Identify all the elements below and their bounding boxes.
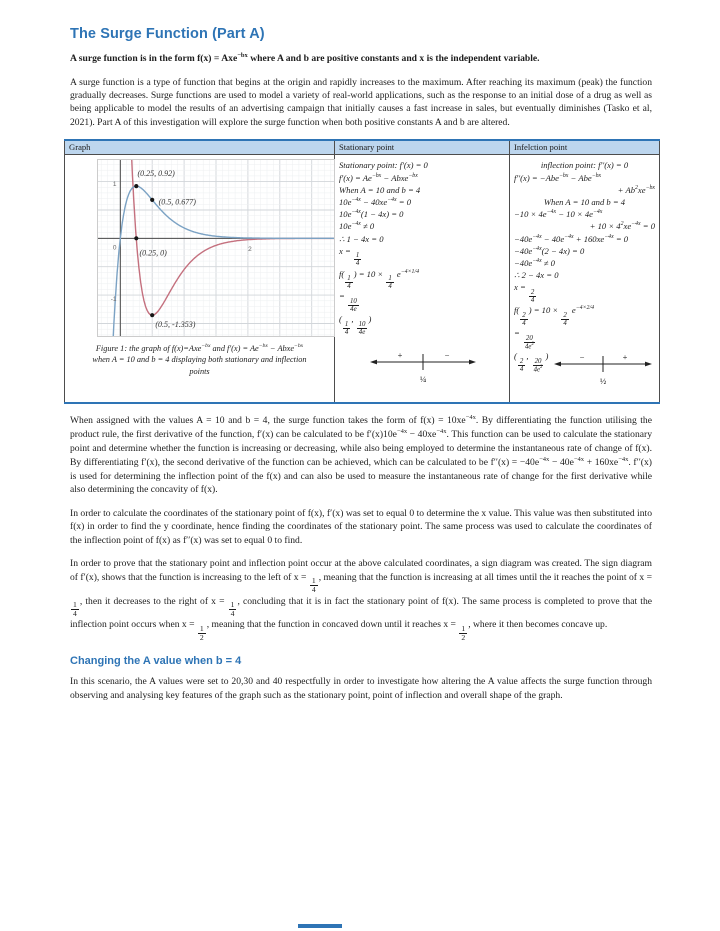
math-line: $10e^{-4x} \ne 0$ bbox=[339, 221, 375, 232]
math-line: $10e^{-4x} - 40xe^{-4x} = 0$ bbox=[339, 196, 412, 207]
marked-point bbox=[150, 198, 154, 202]
sign-tick-label: ½ bbox=[599, 376, 607, 387]
stationary-sign-diagram bbox=[367, 349, 479, 387]
math-line: f′′(x) = −Abe$^{-bx}$ − Abe$^{-bx}$ bbox=[514, 172, 602, 183]
graph-cell bbox=[65, 155, 335, 403]
math-line: Stationary point: f′(x) = 0 bbox=[339, 160, 428, 171]
math-line: $-40e^{-4x}(2 - 4x) = 0$ bbox=[514, 245, 585, 256]
math-line: ( $\frac{2}{4}$ , $\frac{20}{4e^2}$ ) bbox=[514, 351, 549, 374]
sign-left: + bbox=[397, 350, 403, 361]
col-header-graph: Graph bbox=[65, 140, 335, 155]
math-line: f( $\frac{2}{4}$ ) = 10 × $\frac{2}{4}$ $e^{-4\times 2/4}$ bbox=[514, 305, 594, 327]
math-line: $-40e^{-4x} \ne 0$ bbox=[514, 257, 555, 268]
arrow-left-icon bbox=[370, 360, 377, 365]
sign-right: − bbox=[444, 350, 450, 361]
arrow-right-icon bbox=[645, 362, 652, 367]
table-header-row bbox=[65, 140, 660, 155]
table-body-row bbox=[65, 155, 660, 403]
figure-graph bbox=[97, 159, 335, 337]
arrow-left-icon bbox=[554, 362, 561, 367]
stationary-working bbox=[339, 159, 505, 336]
paragraph-working: When assigned with the values A = 10 and b = 4, the surge function takes the form of $f(x) = 10xe^{-4x}$. By differentiating the function utilising the product rule, the first derivative of the function, f′(x) can be calculated to be $f'(x)10e^{-4x} - 40xe^{-4x}$. This function can be used to calculate the stationary point and determine whether the function is increasing or decreasing, while also being employed to determine the instantaneous rate of change of f(x). By differentiating f′(x), the second derivative of the function can be achieved, which can be calculated to be $f''(x) = -40e^{-4x} - 40e^{-4x} + 160xe^{-4x}$. f′′(x) is used for determining the inflection point of the f(x) and can also be used to measure the instantaneous rate of change for the first derivative while also determining the concavity of f(x). bbox=[70, 413, 653, 496]
col-header-stationary: Stationary point bbox=[335, 140, 510, 155]
point-label: (0.5, -1.353) bbox=[155, 320, 196, 330]
point-label: (0.25, 0.92) bbox=[137, 169, 175, 179]
inflection-working bbox=[514, 159, 655, 373]
paragraph-coordinates: In order to calculate the coordinates of the stationary point of f(x), f′(x) was set to equal 0 to determine the x value. This value was then substituted into f(x) in order to find the y coordinate, hence finding the coordinates of the stationary point. The same process was used to calculate the coordinates of the inflection point of f(x) as f′′(x) was set to equal 0 to find. bbox=[70, 507, 652, 546]
marked-point bbox=[134, 236, 138, 240]
axis-tick-label: 0 bbox=[112, 244, 117, 252]
axis-tick-label: 2 bbox=[248, 246, 252, 254]
stationary-cell bbox=[335, 155, 510, 403]
inflection-cell bbox=[510, 155, 660, 403]
point-label: (0.5, 0.677) bbox=[158, 197, 196, 207]
paragraph-scenario: In this scenario, the A values were set to 20,30 and 40 respectfully in order to investigate how altering the A value affects the surge function through observing and analysing key features of the graph such as the stationary point, point of inflection and overall shape of the graph. bbox=[70, 676, 652, 701]
sign-diagram-svg bbox=[551, 351, 655, 387]
sign-tick-label: ¼ bbox=[419, 374, 427, 385]
math-line: ∴ 1 − 4x = 0 bbox=[339, 233, 384, 244]
page-title: The Surge Function (Part A) bbox=[70, 26, 265, 42]
math-line: When A = 10 and b = 4 bbox=[339, 184, 421, 195]
math-line: $-40e^{-4x} - 40e^{-4x} + 160xe^{-4x} = 0$ bbox=[514, 233, 629, 244]
figure-caption: Figure 1: the graph of f(x)=Axe$^{-bx}$ and $f'(x) = Ae^{-bx}$ − Abxe$^{-bx}$ when A = 10 and b = 4 displaying both stationary and inflection points bbox=[92, 343, 307, 376]
math-line: = $\frac{10}{4e}$ bbox=[339, 291, 357, 314]
math-line: x = $\frac{1}{4}$ bbox=[339, 245, 360, 268]
marked-point bbox=[150, 313, 154, 317]
col-header-inflection: Infelction point bbox=[510, 140, 660, 155]
section-heading-changing-a: Changing the A value when b = 4 bbox=[70, 655, 242, 668]
math-line: + $10 \times 4^2xe^{-4x} = 0$ bbox=[589, 221, 655, 232]
math-line: f( $\frac{1}{4}$ ) = 10 × $\frac{1}{4}$ $e^{-4\times 1/4}$ bbox=[339, 268, 419, 291]
math-line: $-10 \times 4e^{-4x} - 10 \times 4e^{-4x}$ bbox=[514, 209, 603, 220]
math-line: x = $\frac{2}{4}$ bbox=[514, 282, 535, 304]
arrow-right-icon bbox=[469, 360, 476, 365]
intro-paragraph: A surge function is a type of function that begins at the origin and rapidly increases to the maximum. After reaching its maximum (peak) the function gradually decreases. Surge functions are used to model a variety of real-world applications, such as the response to an initial dose of a drug as well as being applicable to model the results of an advertising campaign that initially causes a fast increase in sales, but eventually diminishes (Tasko et al, 2021). Part A of this investigation will explore the surge function when both positive constants A and b are altered. bbox=[70, 76, 652, 128]
sign-right: + bbox=[622, 352, 628, 363]
axis-tick-label: 1 bbox=[112, 181, 117, 189]
math-line: + $Ab^2xe^{-bx}$ bbox=[617, 184, 655, 195]
analysis-table bbox=[64, 139, 660, 404]
intro-statement: A surge function is in the form f(x) = Axe$^{-bx}$ where A and b are positive constants and x is the independent variable. bbox=[70, 52, 540, 65]
math-line: $10e^{-4x}(1 - 4x) = 0$ bbox=[339, 209, 404, 220]
sign-left: − bbox=[579, 352, 585, 363]
math-line: When A = 10 and b = 4 bbox=[543, 196, 626, 207]
sign-diagram-svg bbox=[367, 349, 479, 385]
math-line: ∴ 2 − 4x = 0 bbox=[514, 270, 559, 281]
point-label: (0.25, 0) bbox=[139, 248, 167, 258]
paragraph-sign-diagram: In order to prove that the stationary point and inflection point occur at the above calculated coordinates, a sign diagram was created. The sign diagram of f′(x), shows that the function is increasing to the left of x = $\frac{1}{4}$ , meaning that the function is increasing at all times until the it reaches the point of x = $\frac{1}{4}$ , then it decreases to the right of x = $\frac{1}{4}$ , concluding that it is in fact the stationary point of f(x). The same process is completed to prove that the inflection point occurs when x = $\frac{1}{2}$ , meaning that the function in concaved down until it reaches x = $\frac{1}{2}$ , where it then becomes concave up. bbox=[70, 558, 652, 643]
math-line: $f'(x) = Ae^{-bx}$ − Abxe$^{-bx}$ bbox=[339, 172, 418, 183]
math-line: ( $\frac{1}{4}$ , $\frac{10}{4e}$ ) bbox=[339, 314, 372, 336]
math-line: inflection point: f′′(x) = 0 bbox=[540, 160, 629, 171]
marked-point bbox=[134, 184, 138, 188]
surge-function-plot bbox=[98, 160, 334, 336]
math-line: = $\frac{20}{4e^2}$ bbox=[514, 328, 534, 351]
next-page-table-edge bbox=[298, 924, 342, 928]
axis-tick-label: -1 bbox=[110, 296, 117, 304]
inflection-sign-diagram bbox=[551, 351, 655, 389]
